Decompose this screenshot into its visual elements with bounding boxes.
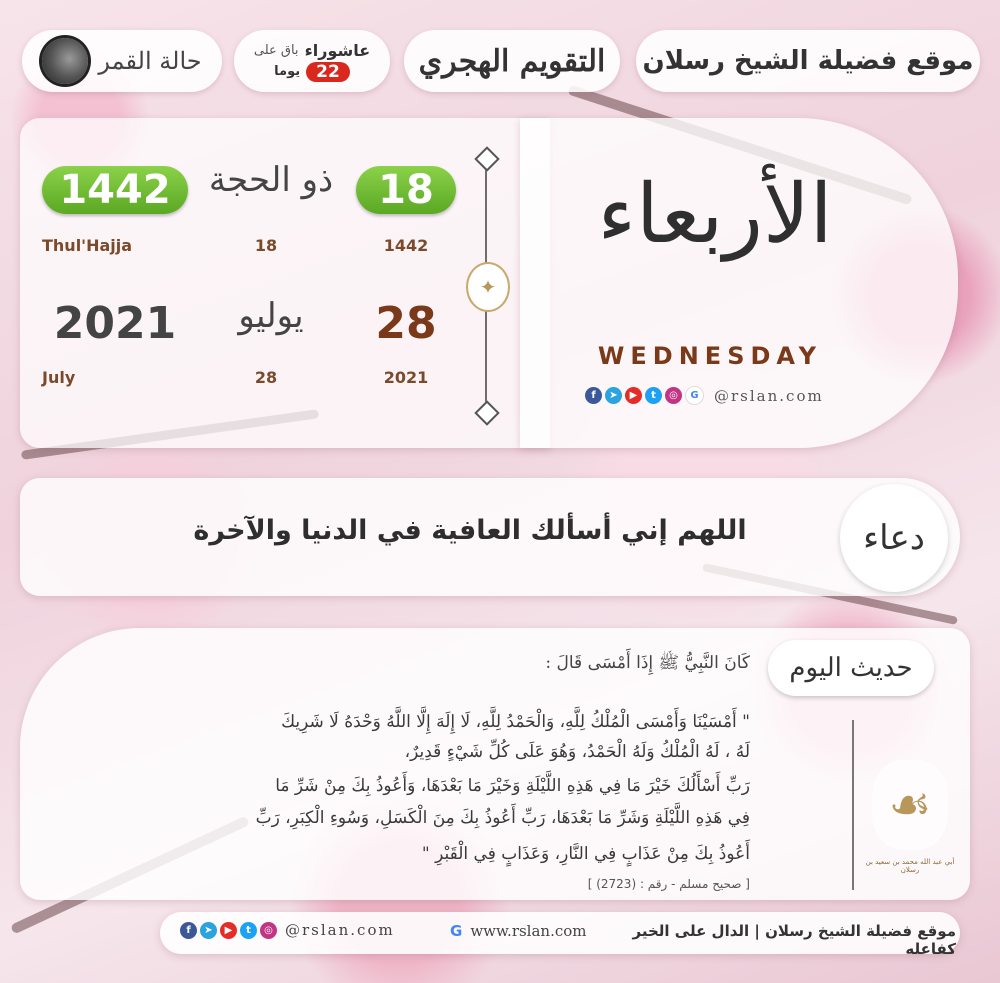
hadith-line: رَبِّ أَسْأَلُكَ خَيْرَ مَا فِي هَذِهِ اللَّيْلَةِ وَخَيْرَ مَا بَعْدَهَا، وَأَعُوذُ بِكَ مِنْ شَرِّ مَا <box>275 776 750 796</box>
instagram-icon[interactable]: ◎ <box>665 387 682 404</box>
hadith-divider <box>852 720 854 890</box>
calendar-title-pill <box>404 30 620 92</box>
logo-caption: أبي عبد الله محمد بن سعيد بن رسلان <box>865 858 955 874</box>
day-name-arabic: الأربعاء <box>597 167 833 262</box>
hijri-year-badge: 1442 <box>42 166 188 214</box>
hijri-year-small: 1442 <box>383 236 429 255</box>
dua-label: دعاء <box>863 518 925 558</box>
footer-handle[interactable]: @rslan.com <box>285 921 395 939</box>
gregorian-month-en: July <box>42 368 76 387</box>
hijri-month: ذو الحجة <box>208 160 334 200</box>
hadith-label: حديث اليوم <box>789 653 913 683</box>
ashura-prefix: باق على <box>253 42 299 58</box>
logo-emblem-icon: ✦ <box>466 262 510 312</box>
hadith-label-pill <box>768 640 934 696</box>
telegram-icon[interactable]: ➤ <box>605 387 622 404</box>
gregorian-day: 28 <box>375 298 437 349</box>
ashura-unit: يوما <box>274 64 301 79</box>
dua-text: اللهم إني أسألك العافية في الدنيا والآخرة <box>193 515 747 546</box>
moon-label: حالة القمر <box>98 47 202 75</box>
footer-website-row[interactable] <box>450 922 587 940</box>
instagram-icon[interactable]: ◎ <box>260 922 277 939</box>
hadith-line: أَعُوذُ بِكَ مِنْ عَذَابٍ فِي النَّارِ، وَعَذَابٍ فِي الْقَبْرِ " <box>421 844 750 864</box>
twitter-icon[interactable]: t <box>645 387 662 404</box>
facebook-icon[interactable]: f <box>180 922 197 939</box>
gregorian-year-small: 2021 <box>383 368 429 387</box>
ashura-days-badge: 22 <box>306 62 350 82</box>
footer-social-icons <box>180 922 277 939</box>
hadith-line: " أَمْسَيْنَا وَأَمْسَى الْمُلْكُ لِلَّهِ، وَالْحَمْدُ لِلَّهِ، لَا إِلَهَ إِلَّا اللَّهُ وَحْدَهُ لَا شَرِيكَ <box>281 712 750 732</box>
day-name-english: WEDNESDAY <box>597 342 823 370</box>
day-social-row <box>585 386 824 405</box>
hadith-intro: كَانَ النَّبِيُّ ﷺ إِذَا أَمْسَى قَالَ : <box>545 653 750 673</box>
ashura-label: عاشوراء <box>304 40 371 60</box>
day-site-handle[interactable]: @rslan.com <box>714 386 824 405</box>
youtube-icon[interactable]: ▶ <box>625 387 642 404</box>
moon-status-pill[interactable] <box>22 30 222 92</box>
footer-social-row <box>180 921 395 939</box>
hijri-day-badge: 18 <box>356 166 456 214</box>
hijri-month-en: Thul'Hajja <box>42 236 133 255</box>
sheikh-logo-icon: ☙ <box>872 760 948 850</box>
social-icons <box>585 386 704 405</box>
telegram-icon[interactable]: ➤ <box>200 922 217 939</box>
hadith-line: لَهُ ، لَهُ الْمُلْكُ وَلَهُ الْحَمْدُ، وَهُوَ عَلَى كُلِّ شَيْءٍ قَدِيرٌ، <box>404 742 750 762</box>
hadith-source: [ صحيح مسلم - رقم : (2723) ] <box>587 877 750 891</box>
google-icon: G <box>450 922 463 940</box>
dua-label-circle <box>840 484 948 592</box>
google-icon[interactable]: G <box>685 386 704 405</box>
site-name-pill[interactable] <box>636 30 980 92</box>
hijri-day-small: 18 <box>254 236 278 255</box>
hadith-line: فِي هَذِهِ اللَّيْلَةِ وَشَرِّ مَا بَعْدَهَا، رَبِّ أَعُوذُ بِكَ مِنَ الْكَسَلِ، وَسُوءِ الْكِبَرِ، رَبِّ <box>255 808 750 828</box>
gregorian-day-small: 28 <box>254 368 278 387</box>
twitter-icon[interactable]: t <box>240 922 257 939</box>
gregorian-year: 2021 <box>53 298 177 349</box>
footer-website[interactable]: www.rslan.com <box>470 922 587 940</box>
site-name: موقع فضيلة الشيخ رسلان <box>642 46 974 76</box>
footer-slogan: موقع فضيلة الشيخ رسلان | الدال على الخير كفاعله <box>632 922 956 958</box>
ashura-countdown-pill <box>234 30 390 92</box>
facebook-icon[interactable]: f <box>585 387 602 404</box>
youtube-icon[interactable]: ▶ <box>220 922 237 939</box>
calendar-title: التقويم الهجري <box>418 43 606 79</box>
moon-icon <box>42 38 88 84</box>
gregorian-month: يوليو <box>238 296 304 336</box>
